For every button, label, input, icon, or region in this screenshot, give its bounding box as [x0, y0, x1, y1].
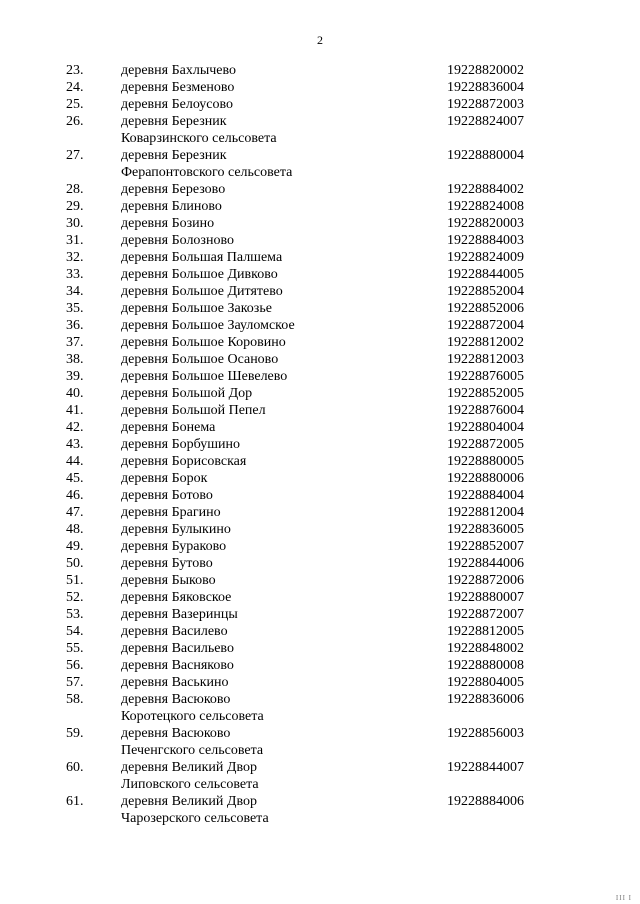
settlement-name-line: деревня Березник: [121, 114, 227, 129]
list-item: [0, 351, 640, 368]
settlement-name-line: деревня Безменово: [121, 80, 235, 95]
settlement-name: [121, 334, 441, 351]
item-number: 26.: [66, 114, 84, 129]
item-number: 50.: [66, 556, 84, 571]
oktmo-code: 19228812005: [447, 624, 524, 639]
list-item: [0, 317, 640, 334]
settlement-name: [121, 793, 441, 827]
item-number: 47.: [66, 505, 84, 520]
item-number: 61.: [66, 794, 84, 809]
settlement-name: [121, 147, 441, 181]
item-number: 41.: [66, 403, 84, 418]
oktmo-code: 19228876005: [447, 369, 524, 384]
settlement-name-line: деревня Великий Двор: [121, 760, 257, 775]
item-number: 34.: [66, 284, 84, 299]
item-number: 33.: [66, 267, 84, 282]
oktmo-code: 19228880007: [447, 590, 524, 605]
oktmo-code: 19228872003: [447, 97, 524, 112]
settlement-name: [121, 538, 441, 555]
oktmo-code: 19228820003: [447, 216, 524, 231]
list-item: [0, 113, 640, 147]
oktmo-code: 19228872004: [447, 318, 524, 333]
settlement-name: [121, 79, 441, 96]
oktmo-code: 19228836004: [447, 80, 524, 95]
settlement-name-line: деревня Великий Двор: [121, 794, 257, 809]
settlement-name-line: деревня Борисовская: [121, 454, 247, 469]
oktmo-code: 19228884004: [447, 488, 524, 503]
oktmo-code: 19228824007: [447, 114, 524, 129]
settlement-name: [121, 521, 441, 538]
list-item: [0, 79, 640, 96]
list-item: [0, 691, 640, 725]
oktmo-code: 19228848002: [447, 641, 524, 656]
settlement-name-line: деревня Борок: [121, 471, 208, 486]
settlement-name-line: деревня Большое Шевелево: [121, 369, 288, 384]
item-number: 60.: [66, 760, 84, 775]
settlement-name-line: деревня Быково: [121, 573, 216, 588]
item-number: 27.: [66, 148, 84, 163]
settlement-name-line: деревня Большое Закозье: [121, 301, 272, 316]
settlement-name: [121, 266, 441, 283]
list-item: [0, 657, 640, 674]
oktmo-code: 19228812004: [447, 505, 524, 520]
oktmo-code: 19228856003: [447, 726, 524, 741]
settlement-name-line: деревня Васюково: [121, 692, 231, 707]
settlement-name: [121, 606, 441, 623]
item-number: 25.: [66, 97, 84, 112]
settlement-name-line: деревня Булыкино: [121, 522, 231, 537]
oktmo-code: 19228844006: [447, 556, 524, 571]
settlement-name-line: деревня Бутово: [121, 556, 213, 571]
oktmo-code: 19228872007: [447, 607, 524, 622]
item-number: 58.: [66, 692, 84, 707]
settlement-name-line: деревня Большое Дивково: [121, 267, 278, 282]
settlement-name-line: деревня Белоусово: [121, 97, 234, 112]
settlement-name: [121, 351, 441, 368]
list-item: [0, 487, 640, 504]
item-number: 30.: [66, 216, 84, 231]
oktmo-code: 19228824009: [447, 250, 524, 265]
settlement-name-line: деревня Большое Коровино: [121, 335, 286, 350]
settlement-name-line: деревня Большое Осаново: [121, 352, 279, 367]
settlement-name-line: деревня Бахлычево: [121, 63, 237, 78]
settlement-name-line: Коварзинского сельсовета: [121, 131, 277, 146]
settlement-name: [121, 572, 441, 589]
oktmo-code: 19228884006: [447, 794, 524, 809]
settlement-name: [121, 623, 441, 640]
list-item: [0, 266, 640, 283]
oktmo-code: 19228804004: [447, 420, 524, 435]
list-item: [0, 793, 640, 827]
settlement-name: [121, 402, 441, 419]
item-number: 59.: [66, 726, 84, 741]
settlement-list: [0, 62, 640, 827]
oktmo-code: 19228872005: [447, 437, 524, 452]
settlement-name-line: деревня Березово: [121, 182, 226, 197]
oktmo-code: 19228880006: [447, 471, 524, 486]
settlement-name: [121, 62, 441, 79]
settlement-name: [121, 674, 441, 691]
list-item: [0, 96, 640, 113]
settlement-name: [121, 436, 441, 453]
settlement-name: [121, 215, 441, 232]
item-number: 43.: [66, 437, 84, 452]
settlement-name: [121, 198, 441, 215]
list-item: [0, 334, 640, 351]
list-item: [0, 589, 640, 606]
settlement-name: [121, 113, 441, 147]
settlement-name: [121, 725, 441, 759]
oktmo-code: 19228852005: [447, 386, 524, 401]
item-number: 37.: [66, 335, 84, 350]
oktmo-code: 19228812002: [447, 335, 524, 350]
item-number: 48.: [66, 522, 84, 537]
list-item: [0, 368, 640, 385]
settlement-name: [121, 487, 441, 504]
oktmo-code: 19228872006: [447, 573, 524, 588]
item-number: 45.: [66, 471, 84, 486]
list-item: [0, 283, 640, 300]
oktmo-code: 19228880005: [447, 454, 524, 469]
settlement-name: [121, 181, 441, 198]
list-item: [0, 436, 640, 453]
item-number: 51.: [66, 573, 84, 588]
settlement-name-line: Чарозерского сельсовета: [121, 811, 269, 826]
settlement-name: [121, 555, 441, 572]
list-item: [0, 674, 640, 691]
settlement-name-line: Коротецкого сельсовета: [121, 709, 264, 724]
item-number: 52.: [66, 590, 84, 605]
item-number: 28.: [66, 182, 84, 197]
item-number: 40.: [66, 386, 84, 401]
oktmo-code: 19228880008: [447, 658, 524, 673]
item-number: 57.: [66, 675, 84, 690]
settlement-name-line: деревня Вазеринцы: [121, 607, 238, 622]
settlement-name: [121, 470, 441, 487]
list-item: [0, 215, 640, 232]
item-number: 36.: [66, 318, 84, 333]
settlement-name-line: Липовского сельсовета: [121, 777, 259, 792]
oktmo-code: 19228824008: [447, 199, 524, 214]
item-number: 44.: [66, 454, 84, 469]
settlement-name-line: деревня Большая Палшема: [121, 250, 283, 265]
settlement-name-line: деревня Брагино: [121, 505, 221, 520]
list-item: [0, 402, 640, 419]
settlement-name: [121, 759, 441, 793]
list-item: [0, 419, 640, 436]
settlement-name: [121, 249, 441, 266]
settlement-name-line: деревня Ботово: [121, 488, 213, 503]
list-item: [0, 606, 640, 623]
list-item: [0, 249, 640, 266]
list-item: [0, 521, 640, 538]
settlement-name-line: деревня Бяковское: [121, 590, 232, 605]
item-number: 32.: [66, 250, 84, 265]
settlement-name-line: деревня Бозино: [121, 216, 215, 231]
page-number: 2: [317, 33, 323, 47]
item-number: 49.: [66, 539, 84, 554]
settlement-name-line: деревня Васильево: [121, 641, 234, 656]
item-number: 42.: [66, 420, 84, 435]
item-number: 38.: [66, 352, 84, 367]
settlement-name-line: деревня Бураково: [121, 539, 227, 554]
list-item: [0, 198, 640, 215]
settlement-name-line: деревня Березник: [121, 148, 227, 163]
list-item: [0, 504, 640, 521]
settlement-name: [121, 232, 441, 249]
settlement-name-line: Ферапонтовского сельсовета: [121, 165, 293, 180]
oktmo-code: 19228880004: [447, 148, 524, 163]
item-number: 56.: [66, 658, 84, 673]
settlement-name-line: деревня Борбушино: [121, 437, 240, 452]
settlement-name: [121, 589, 441, 606]
list-item: [0, 725, 640, 759]
oktmo-code: 19228852006: [447, 301, 524, 316]
oktmo-code: 19228804005: [447, 675, 524, 690]
list-item: [0, 147, 640, 181]
settlement-name: [121, 300, 441, 317]
item-number: 35.: [66, 301, 84, 316]
oktmo-code: 19228876004: [447, 403, 524, 418]
settlement-name: [121, 317, 441, 334]
item-number: 23.: [66, 63, 84, 78]
item-number: 46.: [66, 488, 84, 503]
list-item: [0, 62, 640, 79]
list-item: [0, 640, 640, 657]
oktmo-code: 19228820002: [447, 63, 524, 78]
settlement-name: [121, 283, 441, 300]
oktmo-code: 19228852004: [447, 284, 524, 299]
settlement-name: [121, 640, 441, 657]
item-number: 53.: [66, 607, 84, 622]
item-number: 29.: [66, 199, 84, 214]
settlement-name-line: деревня Большое Дитятево: [121, 284, 283, 299]
list-item: [0, 470, 640, 487]
settlement-name-line: деревня Болозново: [121, 233, 234, 248]
list-item: [0, 181, 640, 198]
settlement-name-line: деревня Блиново: [121, 199, 222, 214]
settlement-name: [121, 504, 441, 521]
settlement-name: [121, 453, 441, 470]
list-item: [0, 232, 640, 249]
item-number: 24.: [66, 80, 84, 95]
oktmo-code: 19228836005: [447, 522, 524, 537]
list-item: [0, 759, 640, 793]
item-number: 31.: [66, 233, 84, 248]
list-item: [0, 555, 640, 572]
oktmo-code: 19228844005: [447, 267, 524, 282]
settlement-name-line: деревня Бонема: [121, 420, 216, 435]
settlement-name-line: деревня Васькино: [121, 675, 229, 690]
settlement-name: [121, 419, 441, 436]
settlement-name-line: деревня Большой Дор: [121, 386, 253, 401]
list-item: [0, 572, 640, 589]
settlement-name-line: деревня Васюково: [121, 726, 231, 741]
oktmo-code: 19228884002: [447, 182, 524, 197]
settlement-name: [121, 691, 441, 725]
list-item: [0, 623, 640, 640]
settlement-name: [121, 657, 441, 674]
item-number: 54.: [66, 624, 84, 639]
oktmo-code: 19228884003: [447, 233, 524, 248]
settlement-name-line: Печенгского сельсовета: [121, 743, 264, 758]
item-number: 39.: [66, 369, 84, 384]
settlement-name-line: деревня Васняково: [121, 658, 234, 673]
settlement-name-line: деревня Большое Зауломское: [121, 318, 295, 333]
settlement-name-line: деревня Василево: [121, 624, 228, 639]
oktmo-code: 19228844007: [447, 760, 524, 775]
settlement-name: [121, 96, 441, 113]
scan-footer-mark: III I: [615, 894, 632, 902]
settlement-name-line: деревня Большой Пепел: [121, 403, 266, 418]
list-item: [0, 453, 640, 470]
settlement-name: [121, 385, 441, 402]
settlement-name: [121, 368, 441, 385]
list-item: [0, 538, 640, 555]
list-item: [0, 385, 640, 402]
item-number: 55.: [66, 641, 84, 656]
oktmo-code: 19228836006: [447, 692, 524, 707]
list-item: [0, 300, 640, 317]
oktmo-code: 19228812003: [447, 352, 524, 367]
oktmo-code: 19228852007: [447, 539, 524, 554]
